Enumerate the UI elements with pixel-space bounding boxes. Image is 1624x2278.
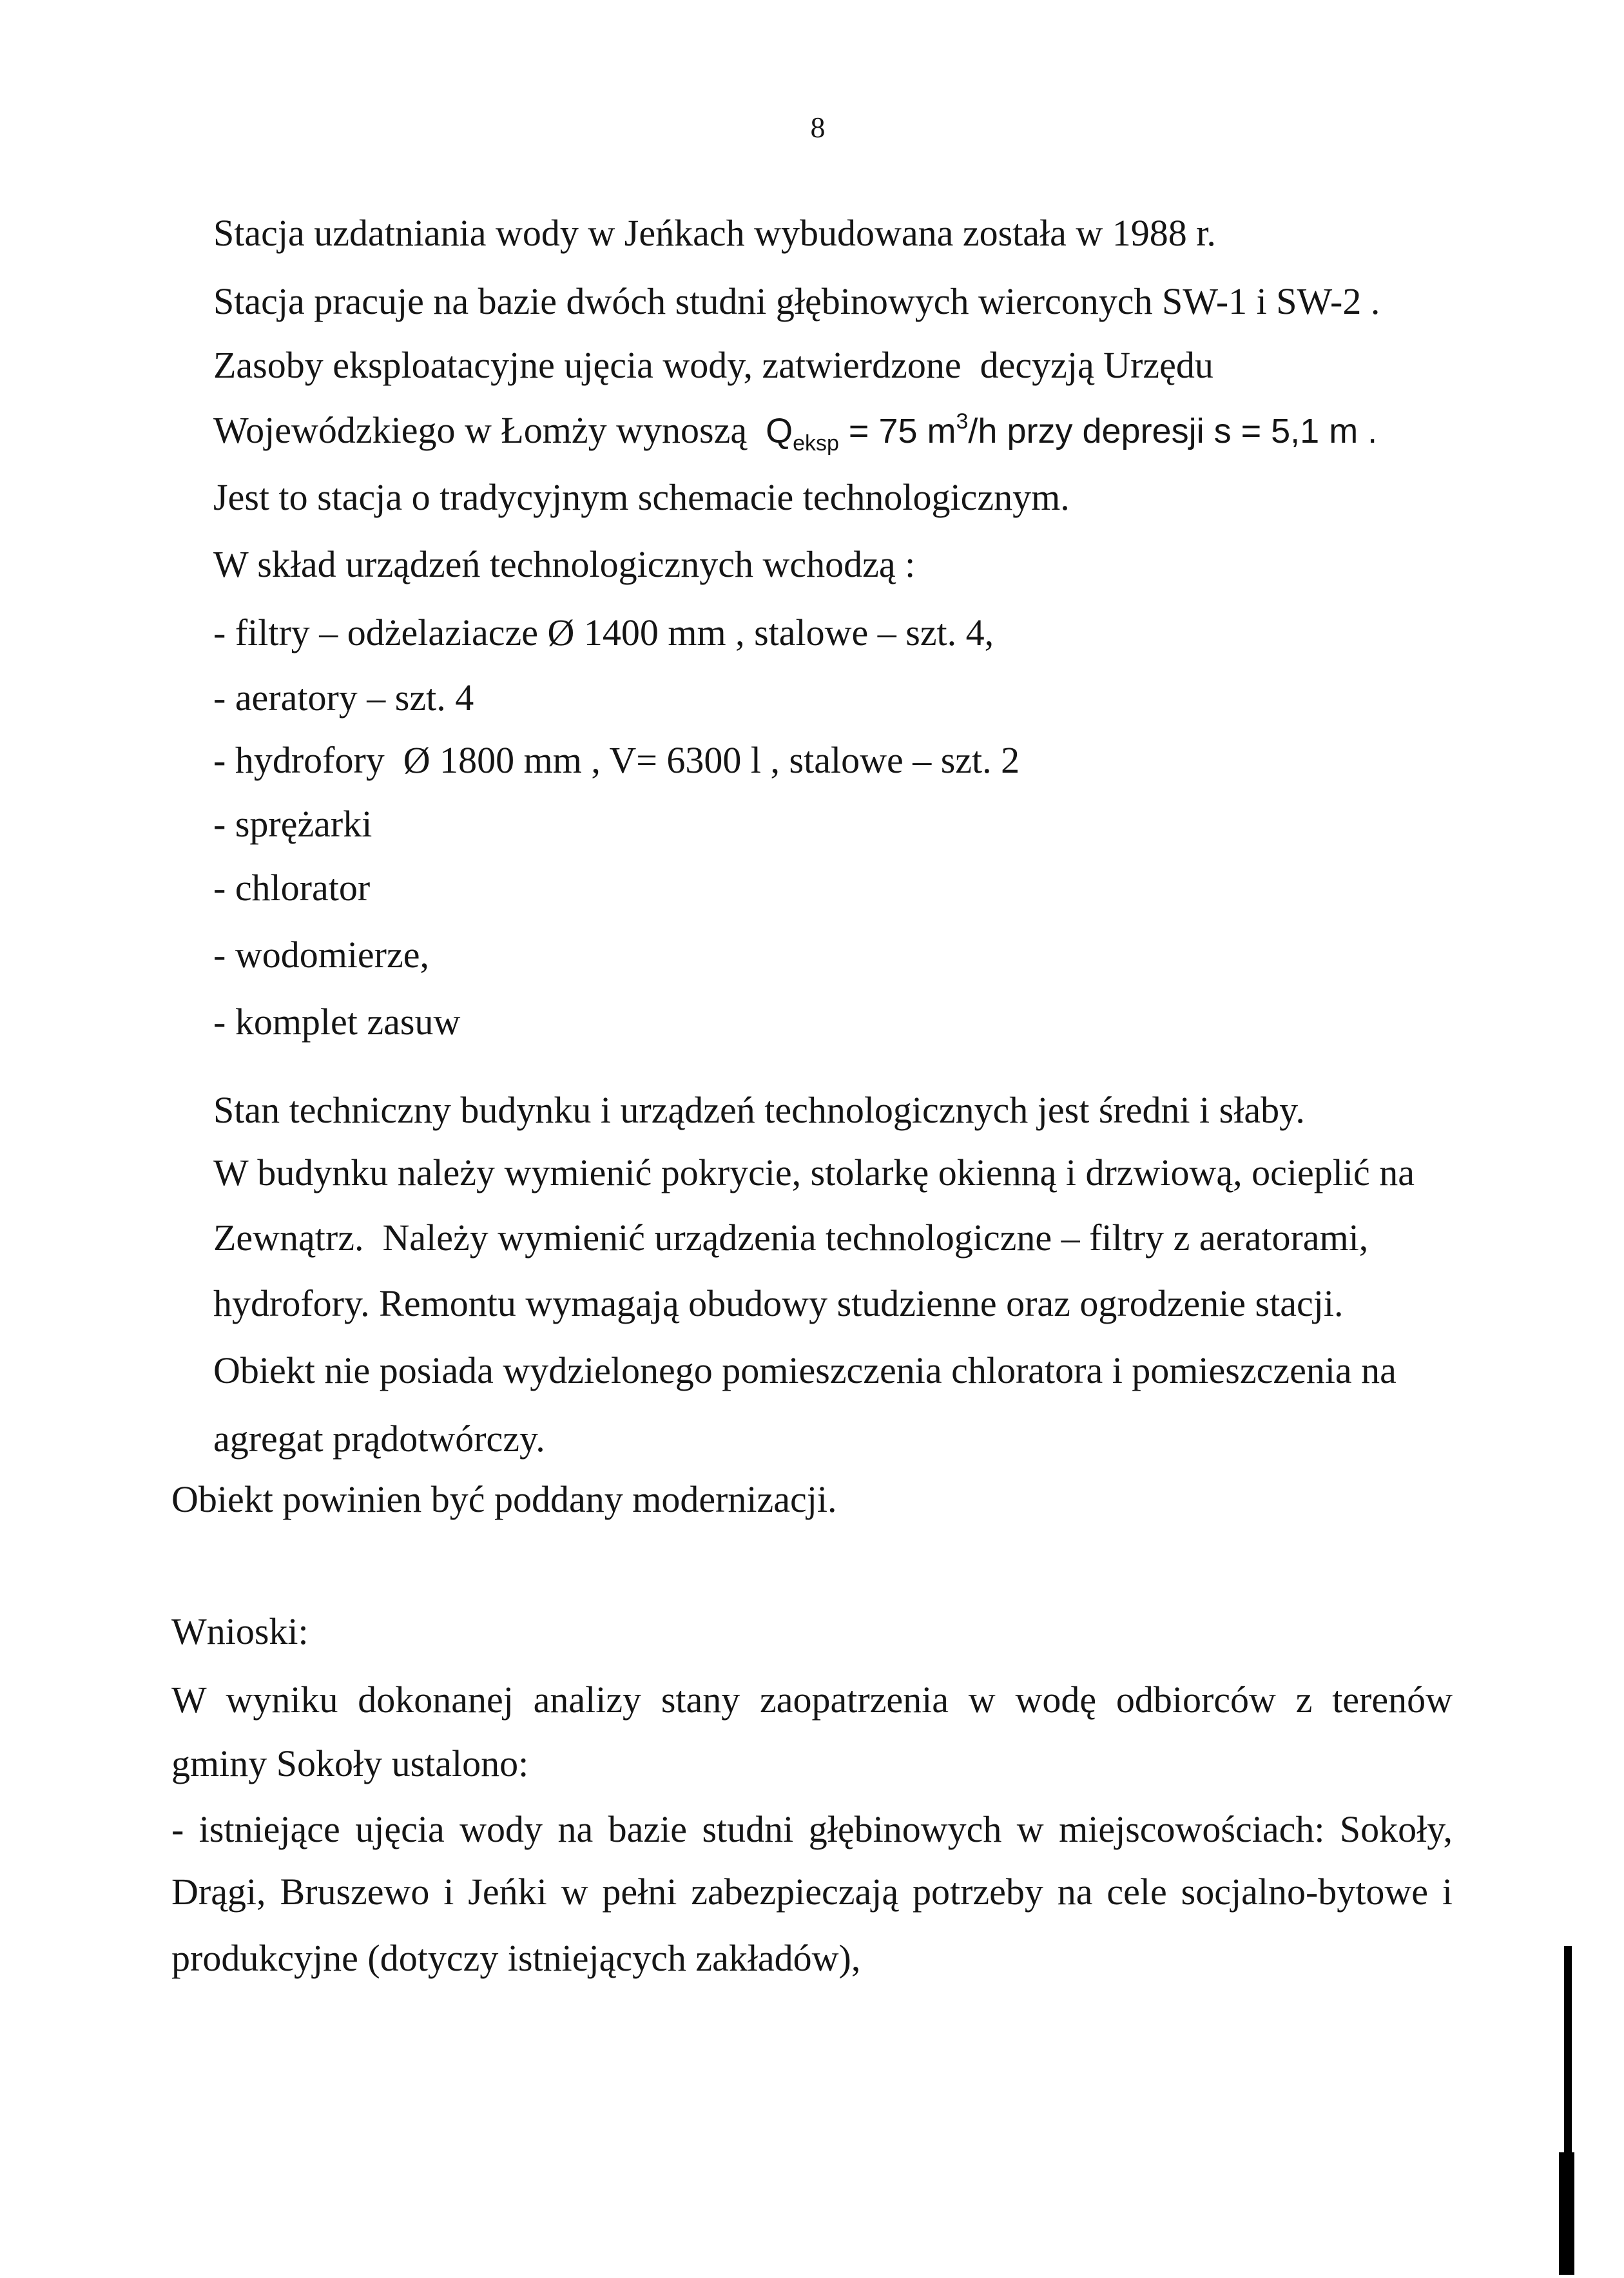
equipment-item-aerators: - aeratory – szt. 4 — [213, 677, 474, 719]
condition-line: agregat prądotwórczy. — [213, 1418, 545, 1460]
flow-symbol: Q — [766, 412, 793, 450]
conclusions-line: W wyniku dokonanej analizy stany zaopatrzenia w wodę odbiorców z terenów — [171, 1679, 1453, 1721]
page-number: 8 — [810, 111, 826, 144]
flow-value: = 75 m — [838, 412, 956, 450]
conclusions-line: Drągi, Bruszewo i Jeńki w pełni zabezpieczają potrzeby na cele socjalno-bytowe i — [171, 1871, 1453, 1913]
condition-line: W budynku należy wymienić pokrycie, stolarkę okienną i drzwiową, ocieplić na — [213, 1152, 1415, 1193]
flow-rest: /h przy depresji s = 5,1 m . — [968, 412, 1378, 450]
conclusions-heading: Wnioski: — [171, 1610, 309, 1652]
intro-line-scheme: Jest to stacja o tradycyjnym schemacie technologicznym. — [213, 476, 1070, 518]
equipment-item-valves: - komplet zasuw — [213, 1001, 461, 1043]
scan-edge-mark — [1559, 2152, 1574, 2275]
flow-subscript: eksp — [793, 431, 839, 456]
equipment-item-chlorinator: - chlorator — [213, 867, 371, 909]
condition-line: Zewnątrz. Należy wymienić urządzenia technologiczne – filtry z aeratorami, — [213, 1217, 1369, 1259]
equipment-item-hydrophores: - hydrofory Ø 1800 mm , V= 6300 l , stalowe – szt. 2 — [213, 739, 1020, 781]
condition-line: Stan techniczny budynku i urządzeń technologicznych jest średni i słaby. — [213, 1089, 1305, 1131]
capacity-lead: Wojewódzkiego w Łomży wynoszą — [213, 409, 766, 451]
flow-unit-exponent: 3 — [956, 409, 969, 434]
intro-line-wells: Stacja pracuje na bazie dwóch studni głębinowych wierconych SW-1 i SW-2 . — [213, 280, 1380, 322]
scan-edge-mark — [1564, 1946, 1572, 2159]
equipment-item-filters: - filtry – odżelaziacze Ø 1400 mm , stalowe – szt. 4, — [213, 612, 994, 653]
conclusions-line: - istniejące ujęcia wody na bazie studni głębinowych w miejscowościach: Sokoły, — [171, 1808, 1453, 1850]
conclusions-line: produkcyjne (dotyczy istniejących zakładów), — [171, 1937, 861, 1979]
intro-line-capacity — [213, 409, 1378, 456]
intro-line-built: Stacja uzdatniania wody w Jeńkach wybudowana została w 1988 r. — [213, 212, 1216, 254]
equipment-heading: W skład urządzeń technologicznych wchodzą : — [213, 543, 916, 585]
equipment-item-compressors: - sprężarki — [213, 803, 372, 845]
modernization-note: Obiekt powinien być poddany modernizacji. — [171, 1478, 837, 1520]
conclusions-line: gminy Sokoły ustalono: — [171, 1742, 529, 1784]
condition-line: hydrofory. Remontu wymagają obudowy studzienne oraz ogrodzenie stacji. — [213, 1282, 1344, 1324]
intro-line-resources: Zasoby eksploatacyjne ujęcia wody, zatwierdzone decyzją Urzędu — [213, 344, 1213, 386]
equipment-item-water-meters: - wodomierze, — [213, 934, 429, 976]
condition-line: Obiekt nie posiada wydzielonego pomieszczenia chloratora i pomieszczenia na — [213, 1349, 1397, 1391]
